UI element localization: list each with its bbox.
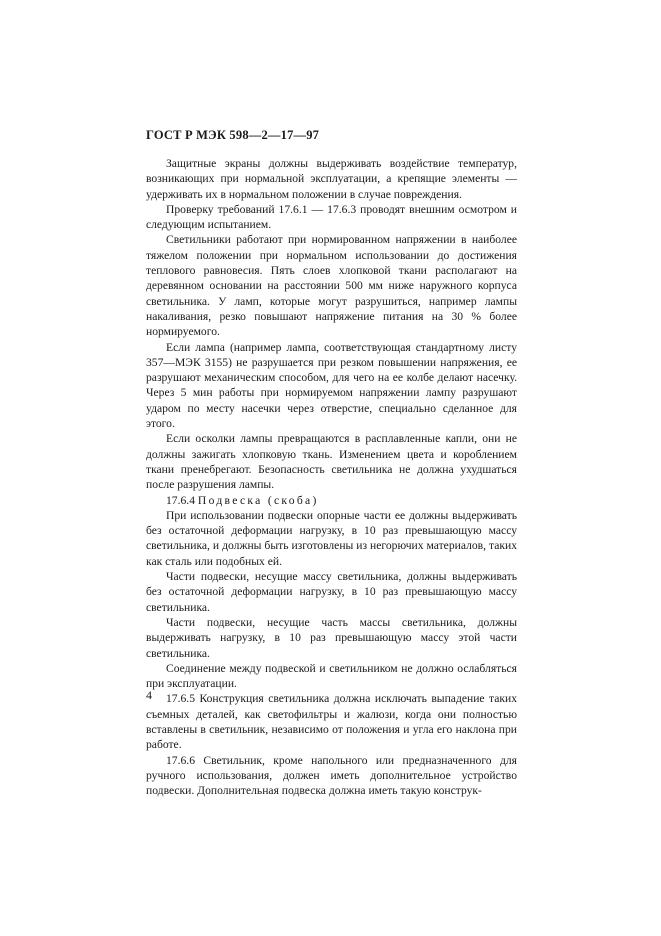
paragraph-text: Конструкция светильника должна исключать выпадение таких съемных деталей, как светофильтры и жалюзи, когда они полностью вставлены в светильник, независимо от положения и угла его наклона при работе.	[146, 692, 517, 752]
section-heading	[146, 493, 517, 508]
numbered-paragraph	[146, 753, 517, 799]
paragraph: Если лампа (например лампа, соответствующая стандартному листу 357—МЭК 3155) не разрушается при резком повышении напряжения, ее разрушают механическим способом, для чего на ее колбе делают насечку. Через 5 мин работы при нормируемом напряжении лампу разрушают ударом по месту насечки через отверстие, специально сделанное для этого.	[146, 340, 517, 431]
section-number: 17.6.6	[166, 753, 195, 767]
section-number: 17.6.4	[166, 493, 195, 507]
paragraph: Части подвески, несущие массу светильника, должны выдерживать без остаточной деформации нагрузку, в 10 раз превышающую массу светильника.	[146, 570, 517, 614]
paragraph: Светильники работают при нормированном напряжении в наиболее тяжелом положении при нормальном использовании до достижения теплового равновесия. Пять слоев хлопковой ткани располагают на деревянном основании на расстоянии 500 мм ниже наружного корпуса светильника. У ламп, которые могут разрушиться, например лампы накаливания, резко повышают напряжение питания на 30 % более нормируемого.	[146, 233, 517, 339]
numbered-paragraph	[146, 691, 517, 752]
paragraph: Защитные экраны должны выдерживать воздействие температур, возникающих при нормальной эксплуатации, а крепящие элементы — удерживать их в нормальном положении в случае повреждения.	[146, 157, 517, 201]
paragraph: Проверку требований 17.6.1 — 17.6.3 проводят внешним осмотром и следующим испытанием.	[146, 202, 517, 232]
paragraph: Части подвески, несущие часть массы светильника, должны выдерживать нагрузку, в 10 раз превышающую массу этой части светильника.	[146, 615, 517, 660]
document-body	[146, 156, 517, 798]
page-number: 4	[146, 688, 152, 702]
section-number: 17.6.5	[166, 692, 195, 706]
paragraph-text: Светильник, кроме напольного или предназначенного для ручного использования, должен иметь дополнительное устройство подвески. Дополнительная подвеска должна иметь такую конструк-	[146, 753, 517, 798]
paragraph: Если осколки лампы превращаются в расплавленные капли, они не должны зажигать хлопковую ткань. Изменением цвета и короблением ткани пренебрегают. Безопасность светильника не должна ухудшаться после разрушения лампы.	[146, 432, 517, 492]
document-header: ГОСТ Р МЭК 598—2—17—97	[146, 128, 320, 142]
section-title: Подвеска (скоба)	[197, 493, 319, 507]
paragraph: Соединение между подвеской и светильником не должно ослабляться при эксплуатации.	[146, 661, 517, 691]
paragraph: При использовании подвески опорные части ее должны выдерживать без остаточной деформации нагрузку, в 10 раз превышающую массу светильника, и должны быть изготовлены из негорючих материалов, таких как сталь или подобных ей.	[146, 508, 517, 568]
